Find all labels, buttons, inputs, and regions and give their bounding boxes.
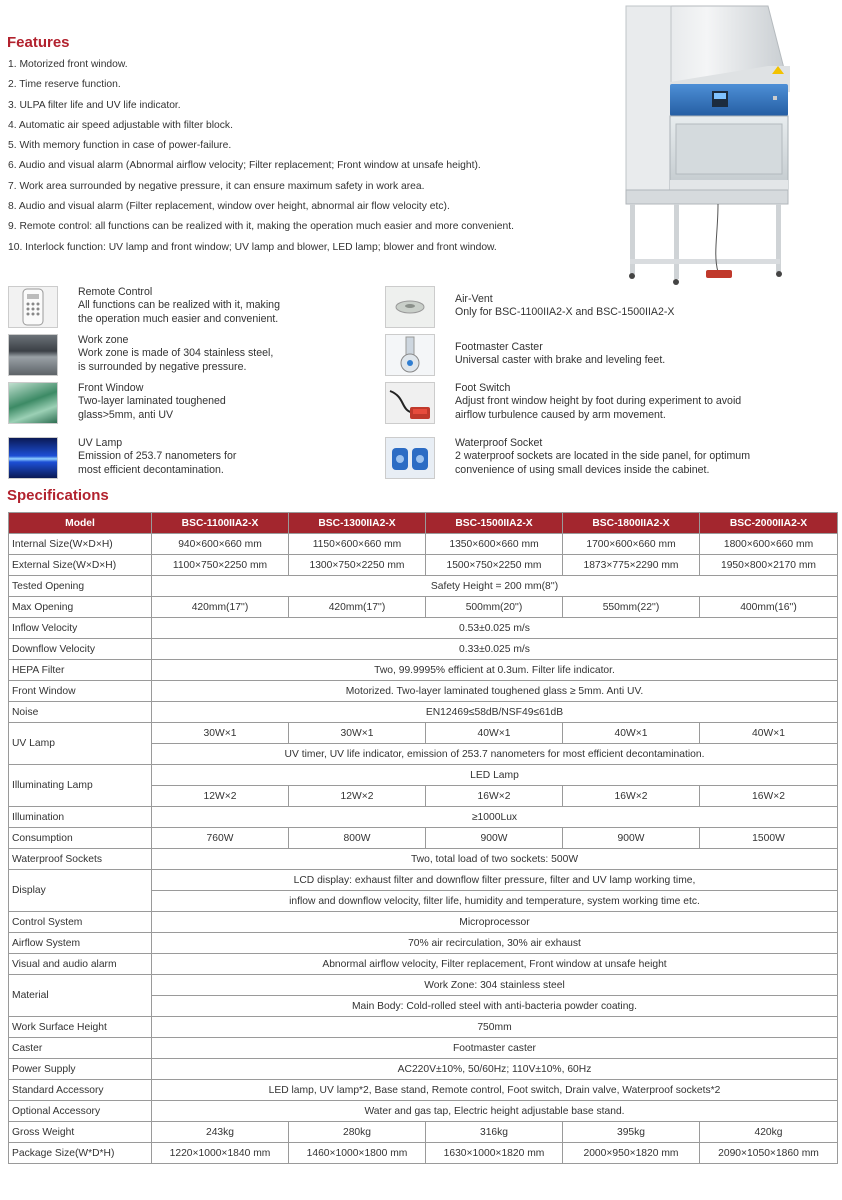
work-zone-photo	[8, 334, 58, 376]
spec-value: 1150×600×660 mm	[289, 534, 426, 555]
spec-value: 1350×600×660 mm	[426, 534, 563, 555]
spec-value: 1500×750×2250 mm	[426, 555, 563, 576]
spec-value: 1100×750×2250 mm	[152, 555, 289, 576]
table-row	[9, 870, 838, 891]
spec-value: 1460×1000×1800 mm	[289, 1143, 426, 1164]
accessory-title: Air-Vent	[455, 293, 493, 305]
spec-value: Safety Height = 200 mm(8'')	[152, 576, 838, 597]
spec-label: Display	[9, 870, 152, 912]
accessory-desc: Universal caster with brake and leveling feet.	[455, 354, 666, 367]
table-row	[9, 597, 838, 618]
table-row	[9, 681, 838, 702]
accessory-desc: Emission of 253.7 nanometers for	[78, 450, 237, 463]
biosafety-cabinet-image	[618, 4, 798, 294]
spec-value: 16W×2	[563, 786, 700, 807]
table-row	[9, 1017, 838, 1038]
table-row	[9, 933, 838, 954]
accessory-title: Foot Switch	[455, 382, 511, 394]
feature-item: 3. ULPA filter life and UV life indicator.	[8, 99, 181, 111]
spec-label: Front Window	[9, 681, 152, 702]
spec-value: 316kg	[426, 1122, 563, 1143]
features-list	[8, 57, 608, 260]
table-row	[9, 849, 838, 870]
accessory-desc: 2 waterproof sockets are located in the side panel, for optimum	[455, 450, 751, 463]
spec-label: Gross Weight	[9, 1122, 152, 1143]
spec-value: 420mm(17'')	[289, 597, 426, 618]
accessory-desc: Only for BSC-1100IIA2-X and BSC-1500IIA2-X	[455, 306, 675, 319]
front-window-photo	[8, 382, 58, 424]
remote-control-photo	[8, 286, 58, 328]
accessory-waterproof-socket	[385, 437, 835, 483]
air-vent-photo	[385, 286, 435, 328]
specifications-table	[8, 512, 838, 1164]
spec-value: 0.53±0.025 m/s	[152, 618, 838, 639]
spec-value: 395kg	[563, 1122, 700, 1143]
table-row	[9, 639, 838, 660]
table-row	[9, 534, 838, 555]
table-row	[9, 555, 838, 576]
accessory-title: UV Lamp	[78, 437, 123, 449]
feature-item: 8. Audio and visual alarm (Filter replacement, window over height, abnormal air flow velocity etc).	[8, 201, 450, 213]
spec-value: Work Zone: 304 stainless steel	[152, 975, 838, 996]
spec-value: 1950×800×2170 mm	[700, 555, 838, 576]
spec-label: HEPA Filter	[9, 660, 152, 681]
spec-value: 500mm(20'')	[426, 597, 563, 618]
accessory-title: Waterproof Socket	[455, 437, 543, 449]
spec-label: Max Opening	[9, 597, 152, 618]
spec-value: ≥1000Lux	[152, 807, 838, 828]
spec-label: Visual and audio alarm	[9, 954, 152, 975]
spec-value: 550mm(22'')	[563, 597, 700, 618]
spec-value: 900W	[426, 828, 563, 849]
feature-item: 10. Interlock function: UV lamp and front window; UV lamp and blower, LED lamp; blower and front window.	[8, 241, 497, 253]
spec-value: 40W×1	[563, 723, 700, 744]
spec-value: LED Lamp	[152, 765, 838, 786]
feature-item: 7. Work area surrounded by negative pressure, it can ensure maximum safety in work area.	[8, 180, 425, 192]
spec-value: 280kg	[289, 1122, 426, 1143]
accessory-desc: glass>5mm, anti UV	[78, 408, 174, 421]
accessory-desc: Work zone is made of 304 stainless steel,	[78, 347, 274, 360]
spec-value: Microprocessor	[152, 912, 838, 933]
accessory-title: Remote Control	[78, 286, 153, 298]
spec-value: 760W	[152, 828, 289, 849]
spec-label: Control System	[9, 912, 152, 933]
table-row	[9, 702, 838, 723]
table-row	[9, 1101, 838, 1122]
spec-value: 0.33±0.025 m/s	[152, 639, 838, 660]
spec-value: 16W×2	[426, 786, 563, 807]
spec-value: 1630×1000×1820 mm	[426, 1143, 563, 1164]
table-row	[9, 828, 838, 849]
header-model-name: BSC-2000IIA2-X	[700, 513, 838, 534]
table-row	[9, 1059, 838, 1080]
accessory-uv-lamp	[8, 437, 338, 483]
table-row	[9, 765, 838, 786]
spec-value: 40W×1	[426, 723, 563, 744]
foot-switch-photo	[385, 382, 435, 424]
specifications-title: Specifications	[7, 487, 109, 504]
spec-value: 30W×1	[289, 723, 426, 744]
spec-label: Waterproof Sockets	[9, 849, 152, 870]
spec-value: 40W×1	[700, 723, 838, 744]
header-model-name: BSC-1100IIA2-X	[152, 513, 289, 534]
spec-value: 900W	[563, 828, 700, 849]
spec-label: Illuminating Lamp	[9, 765, 152, 807]
spec-label: Internal Size(W×D×H)	[9, 534, 152, 555]
table-row	[9, 1122, 838, 1143]
table-row	[9, 807, 838, 828]
table-row	[9, 954, 838, 975]
spec-label: Standard Accessory	[9, 1080, 152, 1101]
table-row	[9, 912, 838, 933]
spec-value: 800W	[289, 828, 426, 849]
accessory-title: Work zone	[78, 334, 129, 346]
spec-label: Material	[9, 975, 152, 1017]
header-model-name: BSC-1300IIA2-X	[289, 513, 426, 534]
accessory-title: Footmaster Caster	[455, 341, 543, 353]
spec-label: Downflow Velocity	[9, 639, 152, 660]
accessory-footmaster-caster	[385, 334, 835, 380]
accessory-desc: the operation much easier and convenient.	[78, 312, 279, 325]
spec-label: UV Lamp	[9, 723, 152, 765]
accessory-desc: most efficient decontamination.	[78, 463, 224, 476]
spec-value: Two, 99.9995% efficient at 0.3um. Filter life indicator.	[152, 660, 838, 681]
spec-label: Illumination	[9, 807, 152, 828]
feature-item: 4. Automatic air speed adjustable with filter block.	[8, 119, 233, 131]
spec-value: Footmaster caster	[152, 1038, 838, 1059]
spec-value: 12W×2	[289, 786, 426, 807]
table-row	[9, 1143, 838, 1164]
accessory-desc: All functions can be realized with it, making	[78, 299, 280, 312]
spec-label: Tested Opening	[9, 576, 152, 597]
feature-item: 9. Remote control: all functions can be realized with it, making the operation much easier and more convenient.	[8, 221, 514, 233]
table-row	[9, 723, 838, 744]
spec-value: 243kg	[152, 1122, 289, 1143]
table-header-row	[9, 513, 838, 534]
caster-photo	[385, 334, 435, 376]
feature-item: 1. Motorized front window.	[8, 59, 128, 70]
spec-label: External Size(W×D×H)	[9, 555, 152, 576]
table-row	[9, 1080, 838, 1101]
spec-value: 12W×2	[152, 786, 289, 807]
spec-value: 2000×950×1820 mm	[563, 1143, 700, 1164]
accessory-desc: is surrounded by negative pressure.	[78, 360, 247, 373]
accessory-work-zone	[8, 334, 338, 380]
accessory-desc: Adjust front window height by foot during experiment to avoid	[455, 395, 742, 408]
spec-label: Noise	[9, 702, 152, 723]
table-row	[9, 975, 838, 996]
spec-value: Water and gas tap, Electric height adjustable base stand.	[152, 1101, 838, 1122]
waterproof-socket-photo	[385, 437, 435, 479]
spec-value: 400mm(16'')	[700, 597, 838, 618]
accessory-front-window	[8, 382, 338, 428]
spec-value: LCD display: exhaust filter and downflow filter pressure, filter and UV lamp working time,	[152, 870, 838, 891]
spec-value: 750mm	[152, 1017, 838, 1038]
header-model-label: Model	[9, 513, 152, 534]
spec-value: 30W×1	[152, 723, 289, 744]
table-row	[9, 576, 838, 597]
spec-value: 1300×750×2250 mm	[289, 555, 426, 576]
spec-value: LED lamp, UV lamp*2, Base stand, Remote control, Foot switch, Drain valve, Waterproof sockets*2	[152, 1080, 838, 1101]
accessory-title: Front Window	[78, 382, 144, 394]
feature-item: 2. Time reserve function.	[8, 79, 121, 91]
uv-lamp-photo	[8, 437, 58, 479]
table-row	[9, 1038, 838, 1059]
header-model-name: BSC-1500IIA2-X	[426, 513, 563, 534]
spec-label: Consumption	[9, 828, 152, 849]
accessory-remote-control	[8, 286, 338, 332]
spec-value: 1800×600×660 mm	[700, 534, 838, 555]
accessory-foot-switch	[385, 382, 835, 428]
spec-value: 420mm(17'')	[152, 597, 289, 618]
spec-value: Two, total load of two sockets: 500W	[152, 849, 838, 870]
features-title: Features	[7, 34, 70, 51]
feature-item: 6. Audio and visual alarm (Abnormal airflow velocity; Filter replacement; Front window at unsafe height).	[8, 160, 481, 172]
table-row	[9, 618, 838, 639]
spec-label: Airflow System	[9, 933, 152, 954]
spec-label: Power Supply	[9, 1059, 152, 1080]
accessory-air-vent	[385, 286, 835, 332]
spec-value: UV timer, UV life indicator, emission of 253.7 nanometers for most efficient decontamination.	[152, 744, 838, 765]
spec-value: 1700×600×660 mm	[563, 534, 700, 555]
spec-value: 2090×1050×1860 mm	[700, 1143, 838, 1164]
spec-value: Motorized. Two-layer laminated toughened glass ≥ 5mm. Anti UV.	[152, 681, 838, 702]
spec-value: 16W×2	[700, 786, 838, 807]
spec-value: Abnormal airflow velocity, Filter replacement, Front window at unsafe height	[152, 954, 838, 975]
spec-value: AC220V±10%, 50/60Hz; 110V±10%, 60Hz	[152, 1059, 838, 1080]
spec-label: Caster	[9, 1038, 152, 1059]
spec-label: Inflow Velocity	[9, 618, 152, 639]
spec-value: 1873×775×2290 mm	[563, 555, 700, 576]
header-model-name: BSC-1800IIA2-X	[563, 513, 700, 534]
spec-value: EN12469≤58dB/NSF49≤61dB	[152, 702, 838, 723]
spec-value: 420kg	[700, 1122, 838, 1143]
accessory-desc: airflow turbulence caused by arm movement.	[455, 408, 666, 421]
spec-value: inflow and downflow velocity, filter life, humidity and temperature, system working time etc.	[152, 891, 838, 912]
spec-value: 70% air recirculation, 30% air exhaust	[152, 933, 838, 954]
table-row	[9, 660, 838, 681]
feature-item: 5. With memory function in case of power-failure.	[8, 140, 232, 152]
spec-label: Work Surface Height	[9, 1017, 152, 1038]
spec-value: 940×600×660 mm	[152, 534, 289, 555]
spec-value: 1220×1000×1840 mm	[152, 1143, 289, 1164]
spec-value: Main Body: Cold-rolled steel with anti-bacteria powder coating.	[152, 996, 838, 1017]
spec-value: 1500W	[700, 828, 838, 849]
accessory-desc: Two-layer laminated toughened	[78, 395, 226, 408]
spec-label: Optional Accessory	[9, 1101, 152, 1122]
spec-label: Package Size(W*D*H)	[9, 1143, 152, 1164]
accessory-desc: convenience of using small devices inside the cabinet.	[455, 463, 710, 476]
